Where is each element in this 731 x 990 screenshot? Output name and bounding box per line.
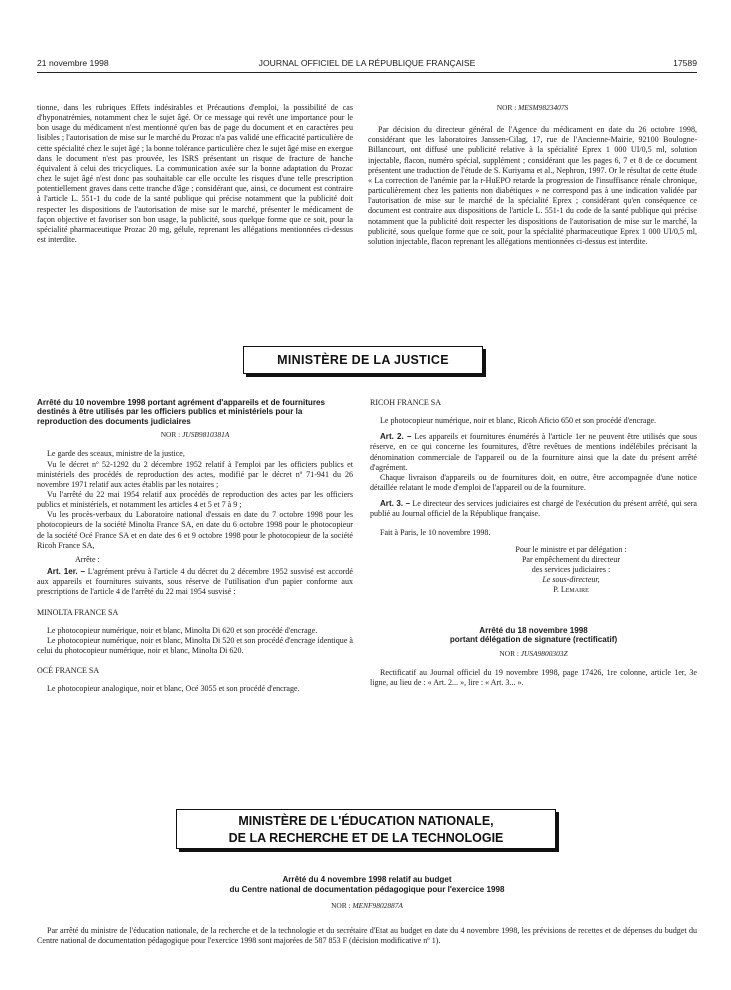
ministry-line: DE LA RECHERCHE ET DE LA TECHNOLOGIE <box>228 831 504 845</box>
header-page-number: 17589 <box>673 58 697 68</box>
header-date: 21 novembre 1998 <box>37 58 109 68</box>
ministry-line: MINISTÈRE DE L'ÉDUCATION NATIONALE, <box>238 814 494 828</box>
nor-label: NOR : <box>499 648 519 658</box>
signature-line: Par empêchement du directeur <box>521 554 621 564</box>
nor-code: MESM9823407S <box>518 103 569 112</box>
article-1-text: L'agrément prévu à l'article 4 du décret du 2 décembre 1952 susvisé est accordé aux appareils et fournitures suivants, sous réserve de l'utilisation d'un papier conforme aux prescriptions de l'article 4 de l'arrêté du 22 mai 1954 susvisé : <box>37 567 353 597</box>
article-1 <box>37 567 353 597</box>
nor-reference <box>37 901 697 911</box>
paragraph: Le photocopieur analogique, noir et blanc, Océ 3055 et son procédé d'encrage. <box>47 684 300 694</box>
arrete-4-nov-title <box>37 875 697 894</box>
arrete-10-nov-title: Arrêté du 10 novembre 1998 portant agrément d'appareils et de fournitures destinés à être utilisés par les officiers publics et ministériels pour la reproduction des documents judiciaires <box>37 398 325 426</box>
paragraph: Le photocopieur numérique, noir et blanc, Minolta Di 520 et son procédé d'encrage identique à celui du photocopieur numérique, noir et blanc, Minolta Di 620. <box>37 635 353 656</box>
nor-reference <box>37 430 353 440</box>
arrete-word: Arrête : <box>75 554 100 564</box>
nor-label: NOR : <box>331 901 351 910</box>
article-2-label: Art. 2. – <box>380 432 412 442</box>
signature-line: Pour le ministre et par délégation : <box>515 544 627 554</box>
nor-reference <box>368 103 697 113</box>
article-2-text: Les appareils et fournitures énumérés à l'article 1er ne peuvent être utilisés que sous réserve, en ce qui concerne les fournitures, d'être revêtues de mentions indélébiles précisant la dénomination commerciale de l'appareil ou de la fourniture ainsi que la date du présent arrêté d'agrément. <box>370 432 697 472</box>
education-nor <box>37 901 697 911</box>
top-left-column <box>37 103 353 245</box>
paragraph: Le photocopieur numérique, noir et blanc, Minolta Di 620 et son procédé d'encrage. <box>47 625 318 635</box>
article-3 <box>370 499 697 519</box>
oce-heading: OCÉ FRANCE SA <box>37 666 100 676</box>
paragraph: Le photocopieur numérique, noir et blanc, Ricoh Aficio 650 et son procédé d'encrage. <box>380 416 657 426</box>
article-1-label: Art. 1er. – <box>47 567 86 577</box>
title-line: Arrêté du 4 novembre 1998 relatif au budget <box>282 875 452 884</box>
title-line: Arrêté du 18 novembre 1998 <box>479 625 588 635</box>
header-journal-title: JOURNAL OFFICIEL DE LA RÉPUBLIQUE FRANÇAISE <box>258 58 476 68</box>
nor-code: JUSA9800303Z <box>520 648 568 658</box>
signature-line: Le sous-directeur, <box>542 575 600 585</box>
paragraph: Vu le décret nº 52-1292 du 2 décembre 1952 relatif à l'emploi par les officiers publics et ministériels des procédés de reproduction des actes, modifié par le décret nº 71-941 du 26 novembre 1971 relatif aux actes établis par les notaires ; <box>37 459 353 489</box>
justice-right-column <box>370 398 697 688</box>
nor-label: NOR : <box>160 430 181 440</box>
top-right-column <box>368 103 697 247</box>
article-3-text: Le directeur des services judiciaires est chargé de l'exécution du présent arrêté, qui sera publié au Journal officiel de la République française. <box>370 499 697 519</box>
education-text: Par arrêté du ministre de l'éducation nationale, de la recherche et de la technologie et du secrétaire d'Etat au budget en date du 4 novembre 1998, les prévisions de recettes et de dépenses du budget du Centre national de documentation pédagogique pour l'exercice 1998 sont majorées de 587 853 F (décision modificative nº 1). <box>37 926 697 946</box>
signature-line: des services judiciaires : <box>531 565 611 575</box>
minolta-heading: MINOLTA FRANCE SA <box>37 607 119 617</box>
paragraph: Chaque livraison d'appareils ou de fournitures doit, en outre, être accompagnée d'une notice détaillée relatant le mode d'emploi de l'appareil ou de la fourniture. <box>370 472 697 493</box>
title-line: du Centre national de documentation pédagogique pour l'exercice 1998 <box>229 884 505 894</box>
paragraph: Vu l'arrêté du 22 mai 1954 relatif aux procédés de reproduction des actes par les officiers publics et ministériels, et notamment les articles 4 et 5 et 7 à 9 ; <box>37 490 353 510</box>
nor-reference <box>370 649 697 659</box>
signature-block <box>476 545 666 596</box>
ministry-justice-heading: MINISTÈRE DE LA JUSTICE <box>243 346 483 374</box>
signatory-name: P. Lemaire <box>553 585 589 595</box>
ricoh-heading: RICOH FRANCE SA <box>370 398 442 407</box>
nor-label: NOR : <box>496 103 517 112</box>
paragraph: Vu les procès-verbaux du Laboratoire national d'essais en date du 7 octobre 1998 pour les photocopieurs de la société Minolta France SA, en date du 6 octobre 1998 pour le photocopieur de la société Océ France SA et en date des 6 et 9 octobre 1998 pour le photocopieur de la société Ricoh France SA, <box>37 510 353 550</box>
rectificatif-text: Rectificatif au Journal officiel du 19 novembre 1998, page 17426, 1re colonne, article 1er, 3e ligne, au lieu de : « Art. 2... », lire : « Art. 3... ». <box>370 667 697 687</box>
article-3-label: Art. 3. – <box>380 499 411 509</box>
place-date: Fait à Paris, le 10 novembre 1998. <box>380 527 491 537</box>
justice-left-column <box>37 398 353 695</box>
article-2 <box>370 432 697 473</box>
education-body <box>37 926 697 946</box>
ministry-education-heading <box>176 809 556 849</box>
title-line: portant délégation de signature (rectificatif) <box>449 635 618 645</box>
arrete-18-nov-title <box>370 626 697 645</box>
eprex-decision-text: Par décision du directeur général de l'Agence du médicament en date du 26 octobre 1998, considérant que les laboratoires Janssen-Cilag, 17, rue de l'Ancienne-Mairie, 92100 Boulogne-Billancourt, ont diffusé une publicité relative à la spécialité Eprex 1 000 UI/0,5 ml, solution injectable, flacon, numéro spécial, supplément ; considérant que les pages 6, 7 et 8 de ce document présentent une traduction de l'étude de S. Kuriyama et al., Nephron, 1997. Or le résultat de cette étude « La correction de l'anémie par la r-HuEPO retarde la progression de l'insuffisance rénale chronique, particulièrement chez les patients non diabétiques » ne correspond pas à une indication validée par l'autorisation de mise sur le marché de la spécialité Eprex ; considérant qu'en conséquence ce document est contraire aux dispositions de l'article L. 551-1 du code de la santé publique qui précise notamment que la publicité doit respecter les dispositions de l'autorisation de mise sur le marché, la publicité, sous quelque forme que ce soit, pour la spécialité pharmaceutique Eprex 1 000 UI/0,5 ml, solution injectable, flacon reprenant les allégations mentionnées ci-dessus est interdite. <box>368 125 697 246</box>
paragraph: Le garde des sceaux, ministre de la justice, <box>47 449 185 459</box>
header-rule <box>37 72 697 73</box>
prozac-decision-text: tionne, dans les rubriques Effets indésirables et Précautions d'emploi, la possibilité de cas d'hyponatrémies, notamment chez le sujet âgé. Or ce message qui revêt une importance pour le bon usage du médicament n'est mentionné qu'en bas de page du document et en caractères peu lisibles ; l'autorisation de mise sur le marché du Prozac n'a pas validé une efficacité particulière de cette spécialité chez le sujet âgé ; la bonne tolérance particulière chez le sujet âgé mise en exergue dans le document n'est pas prouvée, les ISRS présentant un risque de fracture de hanche équivalent à celui des tricycliques. La communication axée sur la bonne adaptation du Prozac chez le sujet âgé n'est donc pas souhaitable car elle occulte les risques d'une telle prescription potentiellement graves dans cette tranche d'âge ; considérant que, ainsi, ce document est contraire à l'article L. 551-1 du code de la santé publique qui précise notamment que la publicité doit respecter les dispositions de l'autorisation de mise sur le marché, présenter le médicament de façon objective et favoriser son bon usage, la publicité, sous quelque forme que ce soit, pour la spécialité pharmaceutique Prozac 20 mg, gélule, reprenant les allégations mentionnées ci-dessus est interdite. <box>37 103 354 245</box>
nor-code: MENF9802887A <box>352 901 403 910</box>
nor-code: JUSB9810381A <box>182 430 230 440</box>
